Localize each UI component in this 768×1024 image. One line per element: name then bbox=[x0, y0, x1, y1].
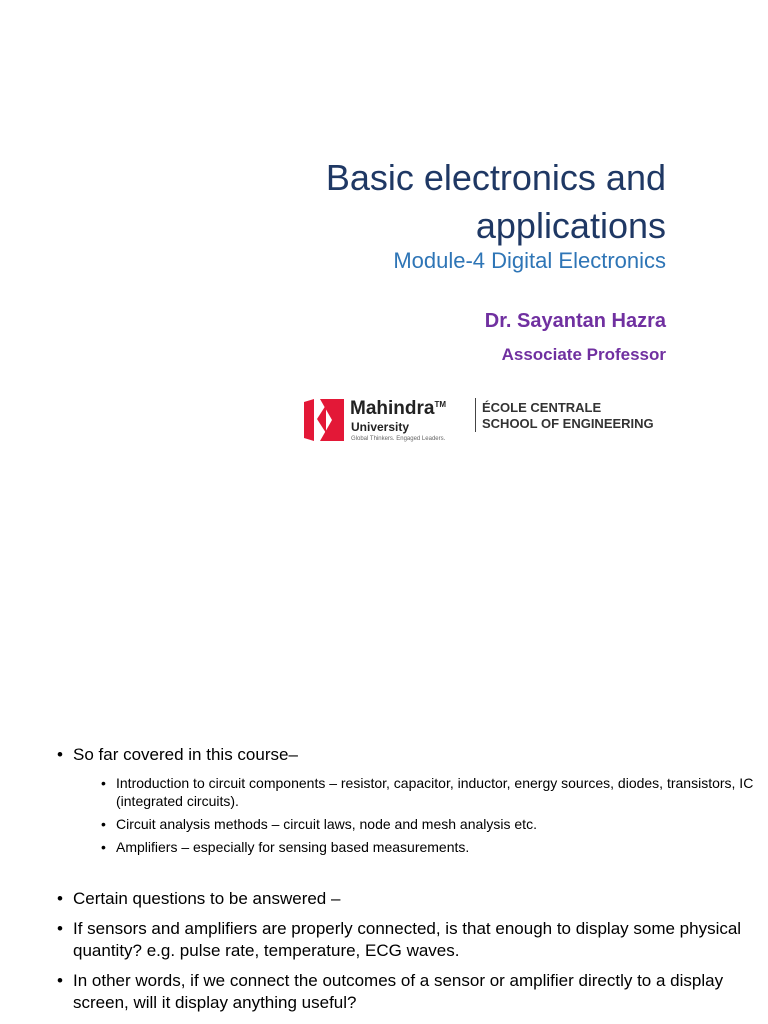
slide-title bbox=[326, 154, 666, 250]
bullet-list-questions bbox=[57, 888, 757, 1022]
slide-title-line1: Basic electronics and bbox=[325, 157, 666, 198]
bullet-text: So far covered in this course– bbox=[73, 745, 298, 764]
logo-ecole-text: ÉCOLE CENTRALE bbox=[482, 400, 602, 415]
bullet-item bbox=[57, 744, 757, 856]
logo-school-text: SCHOOL OF ENGINEERING bbox=[482, 416, 654, 431]
logo-tagline: Global Thinkers. Engaged Leaders. bbox=[351, 436, 446, 442]
sub-bullet-item: • Introduction to circuit components – resistor, capacitor, inductor, energy sources, diodes, transistors, IC (integrated circuits). bbox=[101, 774, 757, 810]
author-role: Associate Professor bbox=[501, 345, 666, 364]
logo-university-text: University bbox=[351, 420, 410, 434]
mahindra-logo-mark-icon bbox=[304, 399, 344, 441]
bullet-item: • If sensors and amplifiers are properly connected, is that enough to display some physical quantity? e.g. pulse rate, temperature, ECG waves. bbox=[57, 918, 757, 962]
content-slide bbox=[0, 512, 768, 1024]
author-name: Dr. Sayantan Hazra bbox=[484, 310, 666, 332]
sub-bullet-item: • Amplifiers – especially for sensing based measurements. bbox=[101, 838, 757, 856]
logo-trademark: TM bbox=[434, 400, 447, 409]
university-logo bbox=[304, 390, 666, 448]
logo-divider bbox=[475, 398, 476, 432]
slide-subtitle: Module-4 Digital Electronics bbox=[393, 248, 666, 273]
bullet-item: • Certain questions to be answered – bbox=[57, 888, 757, 910]
sub-bullet-list bbox=[101, 774, 757, 856]
logo-mahindra-text: Mahindra™ bbox=[350, 398, 447, 419]
sub-bullet-item: • Circuit analysis methods – circuit laws, node and mesh analysis etc. bbox=[101, 815, 757, 833]
bullet-list-covered bbox=[57, 744, 757, 861]
slide-title-line2: applications bbox=[475, 205, 666, 246]
bullet-item: • In other words, if we connect the outcomes of a sensor or amplifier directly to a display screen, will it display anything useful? bbox=[57, 970, 757, 1014]
